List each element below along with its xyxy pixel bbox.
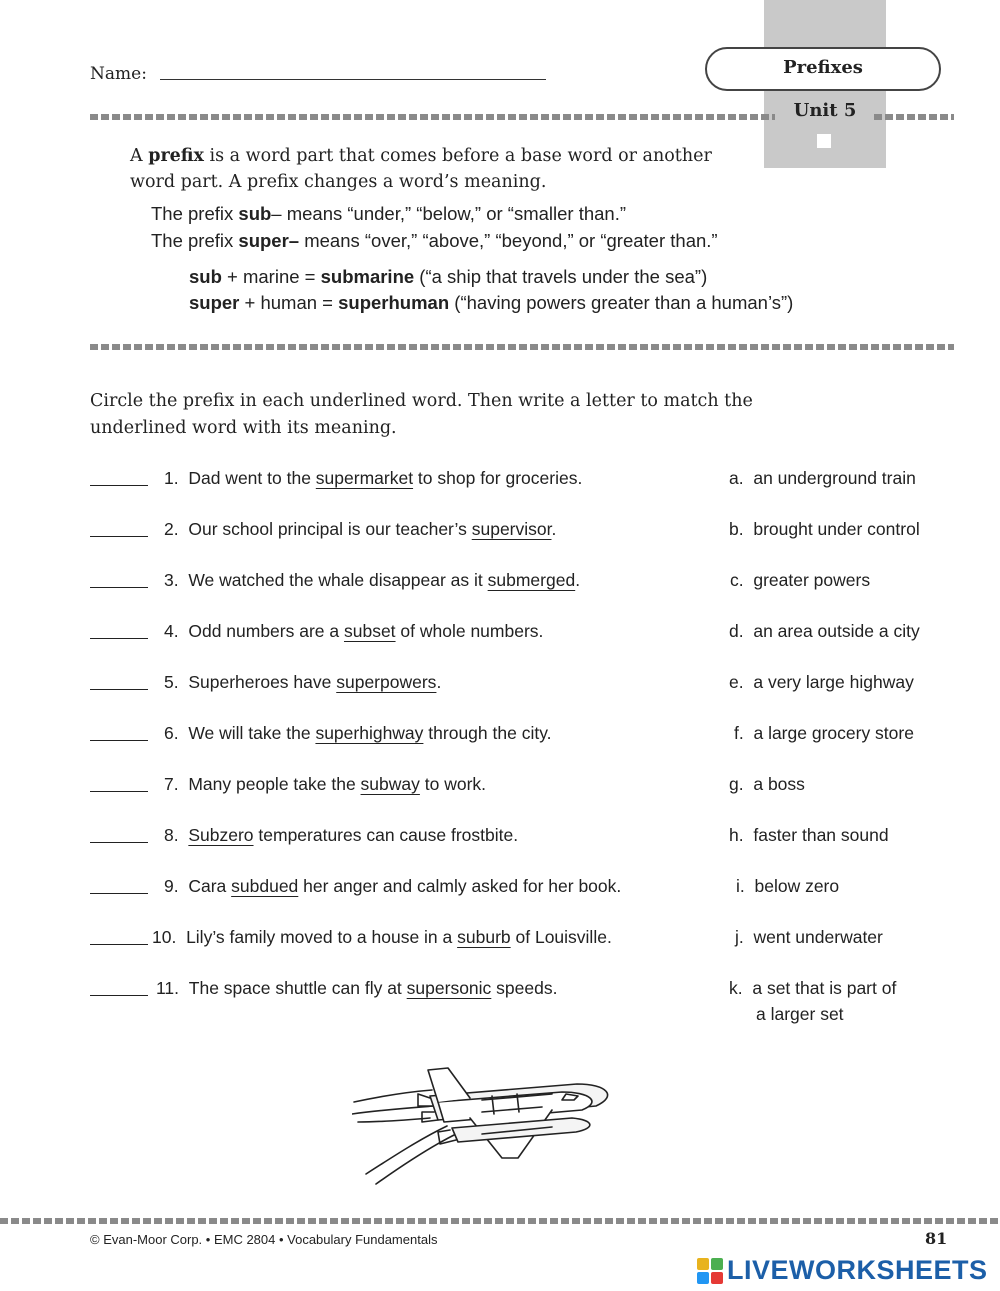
footer-divider [0,1218,1000,1224]
copyright-text: © Evan-Moor Corp. • EMC 2804 • Vocabulary Fundamentals [90,1232,438,1247]
example-submarine: sub + marine = submarine (“a ship that travels under the sea”) [189,266,708,287]
question-1: 1. Dad went to the supermarket to shop for groceries. [164,468,583,488]
answer-blank[interactable] [90,689,148,690]
meaning-f: f. a large grocery store [734,723,914,743]
meaning-c: c. greater powers [730,570,871,590]
intro-paragraph [130,143,750,195]
meaning-i: i. below zero [736,876,840,896]
meaning-j: j. went underwater [735,927,883,947]
definition-super: The prefix super– means “over,” “above,” “beyond,” or “greater than.” [151,230,718,251]
top-divider-left [90,114,775,120]
worksheet-title: Prefixes [783,57,863,78]
meaning-b: b. brought under control [729,519,920,539]
instructions-line: Circle the prefix in each underlined word. Then write a letter to match the [90,391,753,411]
answer-blank[interactable] [90,995,148,996]
question-11: 11. The space shuttle can fly at supersonic speeds. [156,978,558,998]
intro-text: is a word part that comes before a base word or another [203,146,712,166]
space-shuttle-illustration [352,1062,622,1187]
question-8: 8. Subzero temperatures can cause frostbite. [164,825,519,845]
unit-square-icon [817,134,831,148]
liveworksheets-logo[interactable] [697,1255,988,1286]
answer-blank[interactable] [90,791,148,792]
question-6: 6. We will take the superhighway through the city. [164,723,552,743]
meaning-k: k. a set that is part of [729,978,897,998]
answer-blank[interactable] [90,842,148,843]
question-4: 4. Odd numbers are a subset of whole numbers. [164,621,544,641]
meaning-g: g. a boss [729,774,805,794]
page-number: 81 [925,1229,948,1248]
meaning-a: a. an underground train [729,468,916,488]
question-2: 2. Our school principal is our teacher’s supervisor. [164,519,557,539]
answer-blank[interactable] [90,536,148,537]
intro-text: A [130,146,149,166]
definition-sub: The prefix sub– means “under,” “below,” or “smaller than.” [151,203,627,224]
example-superhuman: super + human = superhuman (“having powers greater than a human’s”) [189,292,794,313]
name-field[interactable] [160,79,546,80]
instructions-line: underlined word with its meaning. [90,418,397,438]
unit-label: Unit 5 [793,100,857,121]
name-label: Name: [90,64,147,84]
answer-blank[interactable] [90,944,148,945]
answer-blank[interactable] [90,587,148,588]
question-10: 10. Lily’s family moved to a house in a suburb of Louisville. [152,927,612,947]
question-9: 9. Cara subdued her anger and calmly asked for her book. [164,876,622,896]
meaning-d: d. an area outside a city [729,621,920,641]
intro-keyword: prefix [148,146,204,166]
mid-divider [90,344,954,350]
instructions [90,388,850,442]
answer-blank[interactable] [90,740,148,741]
meaning-k-continued: a larger set [756,1004,844,1024]
question-5: 5. Superheroes have superpowers. [164,672,442,692]
answer-blank[interactable] [90,893,148,894]
answer-blank[interactable] [90,638,148,639]
top-divider-right [874,114,954,120]
question-3: 3. We watched the whale disappear as it submerged. [164,570,581,590]
answer-blank[interactable] [90,485,148,486]
question-7: 7. Many people take the subway to work. [164,774,487,794]
meaning-h: h. faster than sound [729,825,889,845]
meaning-e: e. a very large highway [729,672,914,692]
intro-text: word part. A prefix changes a word’s meaning. [130,172,547,192]
liveworksheets-wordmark: LIVEWORKSHEETS [727,1255,988,1285]
liveworksheets-logo-icon [697,1258,723,1284]
